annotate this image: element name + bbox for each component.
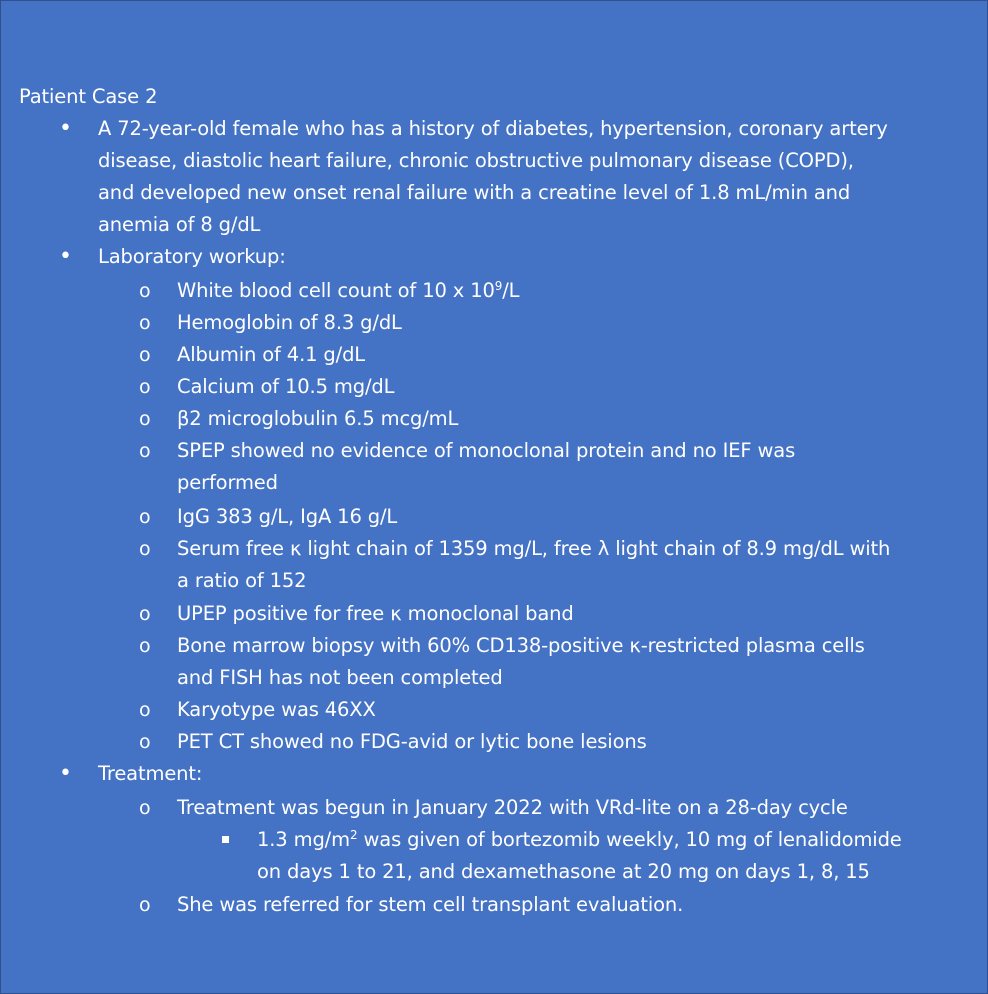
sub-bullet-petct: o	[139, 731, 151, 753]
lab-heading: Laboratory workup:	[98, 245, 286, 268]
lab-wbc-exponent: 9	[494, 279, 503, 293]
bullet-lab: •	[59, 244, 72, 269]
treatment-begun: Treatment was begun in January 2022 with VRd-lite on a 28-day cycle	[177, 796, 848, 819]
square-bullet-dosing	[222, 836, 229, 843]
treatment-dose-line-1	[257, 824, 902, 856]
bullet-treatment: •	[59, 761, 72, 786]
lab-b2m: β2 microglobulin 6.5 mcg/mL	[177, 407, 459, 430]
treatment-dose-exponent: 2	[349, 828, 358, 842]
lab-flc-line-2: a ratio of 152	[177, 569, 307, 592]
lab-spep-line-2: performed	[177, 471, 278, 494]
lab-calcium: Calcium of 10.5 mg/dL	[177, 375, 395, 398]
sub-bullet-igg-iga: o	[139, 506, 151, 528]
sub-bullet-b2m: o	[139, 408, 151, 430]
lab-igg-iga: IgG 383 g/L, IgA 16 g/L	[177, 505, 398, 528]
sub-bullet-flc: o	[139, 538, 151, 560]
lab-bone-marrow-line-2: and FISH has not been completed	[177, 666, 503, 689]
treatment-heading: Treatment:	[98, 762, 203, 785]
sub-bullet-bone-marrow: o	[139, 635, 151, 657]
lab-upep: UPEP positive for free κ monoclonal band	[177, 602, 574, 625]
sub-bullet-hemoglobin: o	[139, 312, 151, 334]
history-line-1: A 72-year-old female who has a history of diabetes, hypertension, coronary artery	[98, 117, 888, 140]
sub-bullet-calcium: o	[139, 376, 151, 398]
treatment-dose-suffix: was given of bortezomib weekly, 10 mg of lenalidomide	[357, 828, 902, 851]
treatment-dose-prefix: 1.3 mg/m	[257, 828, 350, 851]
sub-bullet-wbc: o	[139, 280, 151, 302]
lab-flc-line-1: Serum free κ light chain of 1359 mg/L, free λ light chain of 8.9 mg/dL with	[177, 537, 891, 560]
sub-bullet-spep: o	[139, 440, 151, 462]
lab-bone-marrow-line-1: Bone marrow biopsy with 60% CD138-positive κ-restricted plasma cells	[177, 634, 865, 657]
lab-hemoglobin: Hemoglobin of 8.3 g/dL	[177, 311, 402, 334]
sub-bullet-treatment-begun: o	[139, 797, 151, 819]
lab-karyotype: Karyotype was 46XX	[177, 698, 376, 721]
lab-wbc-suffix: /L	[502, 279, 520, 302]
lab-albumin: Albumin of 4.1 g/dL	[177, 343, 366, 366]
lab-petct: PET CT showed no FDG-avid or lytic bone lesions	[177, 730, 647, 753]
sub-bullet-upep: o	[139, 603, 151, 625]
bullet-history: •	[59, 116, 72, 141]
treatment-referral: She was referred for stem cell transplant evaluation.	[177, 893, 684, 916]
sub-bullet-albumin: o	[139, 344, 151, 366]
treatment-dose-line-2: on days 1 to 21, and dexamethasone at 20 mg on days 1, 8, 15	[257, 860, 870, 883]
history-line-2: disease, diastolic heart failure, chronic obstructive pulmonary disease (COPD),	[98, 149, 854, 172]
sub-bullet-karyotype: o	[139, 699, 151, 721]
lab-wbc-prefix: White blood cell count of 10 x 10	[177, 279, 495, 302]
history-line-3: and developed new onset renal failure with a creatine level of 1.8 mL/min and	[98, 181, 851, 204]
sub-bullet-referral: o	[139, 894, 151, 916]
case-title: Patient Case 2	[19, 85, 158, 108]
history-line-4: anemia of 8 g/dL	[98, 213, 261, 236]
lab-wbc	[177, 275, 519, 307]
lab-spep-line-1: SPEP showed no evidence of monoclonal protein and no IEF was	[177, 439, 796, 462]
